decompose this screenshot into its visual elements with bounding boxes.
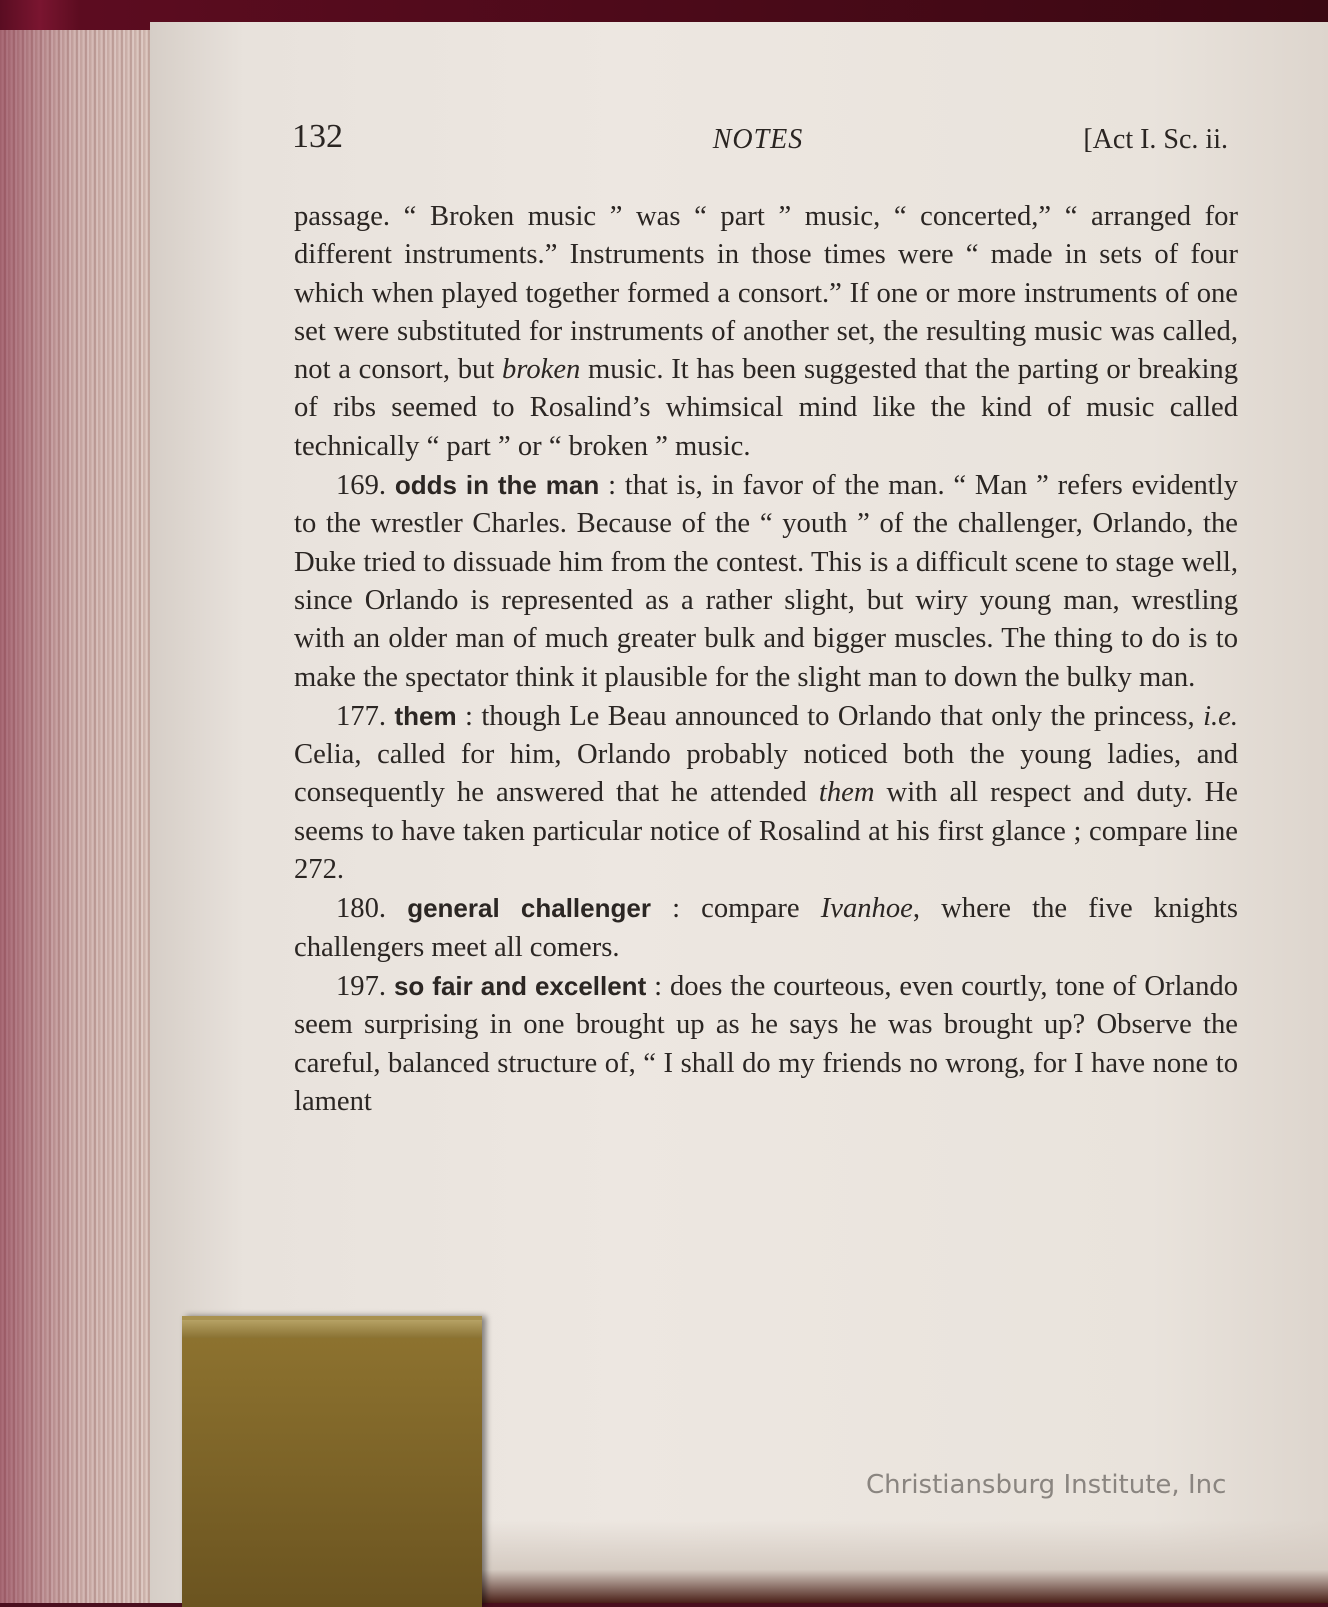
note-177 (294, 697, 1238, 889)
italic-text: broken (501, 354, 581, 386)
page-number: 132 (292, 118, 343, 155)
bookmark-ribbon (182, 1316, 482, 1607)
note-197 (294, 967, 1238, 1121)
italic-text: i.e. (1203, 700, 1239, 732)
note-text: : though Le Beau announced to Orlando that only the princess, (465, 700, 1204, 732)
note-180 (294, 889, 1238, 967)
section-reference: [Act I. Sc. ii. (1083, 124, 1228, 155)
page-text (294, 198, 1238, 1121)
italic-text: them (818, 777, 875, 809)
paragraph-continued (294, 198, 1238, 466)
note-169 (294, 466, 1238, 697)
text-run: passage. “ Broken music ” was “ part ” music, “ concerted,” “ arranged for different instruments.” Instruments in those times were “ made in sets of four which when played together formed a consort.” If one or more instruments of one set were substituted for instruments of another set, the resulting music was called, not a consort, but (294, 201, 1238, 386)
note-number: 169. (336, 470, 387, 502)
note-text: : does the courteous, even courtly, tone of Orlando seem surprising in one brought up as he says he was brought up? Observe the careful, balanced structure of, “ I shall do my friends no wrong, for I have none to lament (294, 970, 1239, 1117)
running-header (288, 118, 1228, 162)
watermark-text: Christiansburg Institute, Inc (866, 1470, 1227, 1500)
note-lemma: them (394, 700, 457, 731)
note-lemma: odds in the man (394, 470, 600, 501)
italic-text: Ivanhoe (820, 893, 913, 925)
note-lemma: general challenger (407, 893, 651, 924)
note-text: Celia, called for him, Orlando probably noticed both the young ladies, and consequently he answered that he attended (294, 739, 1238, 809)
page-bottom-shadow (480, 1520, 1328, 1603)
note-text: : that is, in favor of the man. “ Man ” refers evidently to the wrestler Charles. Because of the “ youth ” of the challenger, Orlando, the Duke tried to dissuade him from the contest. This is a difficult scene to stage well, since Orlando is represented as a rather slight, but wiry young man, wrestling with an older man of much greater bulk and bigger muscles. The thing to do is to make the spectator think it plausible for the slight man to down the bulky man. (294, 470, 1238, 693)
note-number: 180. (336, 893, 387, 925)
note-text: : compare (672, 893, 821, 925)
text-run: music. It has been suggested that the parting or breaking of ribs seemed to Rosalind’s whimsical mind like the kind of music called technically “ part ” or “ broken ” music. (294, 354, 1238, 462)
note-number: 197. (336, 970, 387, 1002)
note-number: 177. (336, 700, 387, 732)
note-lemma: so fair and excellent (393, 970, 647, 1001)
note-text: , where the five knights challengers meet all comers. (294, 893, 1238, 963)
note-text: with all respect and duty. He seems to have taken particular notice of Rosalind at his first glance ; compare line 272. (294, 777, 1238, 886)
running-title: NOTES (712, 124, 804, 155)
